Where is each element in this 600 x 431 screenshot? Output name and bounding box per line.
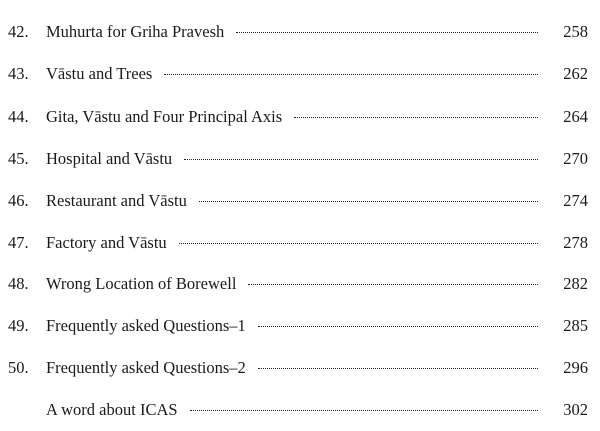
entry-page-number: 282 <box>563 274 588 293</box>
dot-leader <box>199 201 538 202</box>
entry-number: 48. <box>8 274 29 293</box>
entry-body <box>46 20 600 44</box>
dot-leader <box>179 243 538 244</box>
dot-leader <box>164 74 538 75</box>
entry-page-number: 274 <box>563 191 588 210</box>
entry-title: Factory and Vāstu <box>46 233 167 252</box>
toc-entry[interactable] <box>0 62 600 86</box>
toc-entry[interactable] <box>0 314 600 338</box>
entry-number: 45. <box>8 149 29 168</box>
dot-leader <box>294 117 538 118</box>
toc-entry[interactable] <box>0 189 600 213</box>
toc-entry[interactable] <box>0 105 600 129</box>
entry-title: A word about ICAS <box>46 400 178 419</box>
entry-page-number: 270 <box>563 149 588 168</box>
entry-page-number: 302 <box>563 400 588 419</box>
toc-entry[interactable] <box>0 231 600 255</box>
toc-entry[interactable] <box>0 272 600 296</box>
toc-entry[interactable] <box>0 356 600 380</box>
entry-number: 43. <box>8 64 29 83</box>
toc-entry[interactable] <box>0 398 600 422</box>
entry-title: Frequently asked Questions–1 <box>46 316 246 335</box>
entry-body <box>46 314 600 338</box>
entry-body <box>46 147 600 171</box>
entry-body <box>46 62 600 86</box>
dot-leader <box>190 410 538 411</box>
entry-body <box>46 105 600 129</box>
entry-page-number: 258 <box>563 22 588 41</box>
entry-title: Muhurta for Griha Pravesh <box>46 22 225 41</box>
dot-leader <box>248 284 538 285</box>
toc-entry[interactable] <box>0 147 600 171</box>
entry-body <box>46 272 600 296</box>
entry-page-number: 296 <box>563 358 588 377</box>
entry-page-number: 285 <box>563 316 588 335</box>
dot-leader <box>236 32 538 33</box>
dot-leader <box>258 326 538 327</box>
entry-number: 42. <box>8 22 29 41</box>
dot-leader <box>258 368 538 369</box>
dot-leader <box>184 159 538 160</box>
entry-title: Vāstu and Trees <box>46 64 153 83</box>
entry-number: 49. <box>8 316 29 335</box>
entry-page-number: 264 <box>563 107 588 126</box>
entry-title: Wrong Location of Borewell <box>46 274 237 293</box>
entry-title: Frequently asked Questions–2 <box>46 358 246 377</box>
toc-entry[interactable] <box>0 20 600 44</box>
entry-title: Restaurant and Vāstu <box>46 191 187 210</box>
entry-body <box>46 398 600 422</box>
entry-body <box>46 189 600 213</box>
entry-number: 47. <box>8 233 29 252</box>
entry-number: 50. <box>8 358 29 377</box>
entry-page-number: 278 <box>563 233 588 252</box>
entry-title: Hospital and Vāstu <box>46 149 173 168</box>
entry-body <box>46 231 600 255</box>
entry-number: 44. <box>8 107 29 126</box>
entry-number: 46. <box>8 191 29 210</box>
entry-page-number: 262 <box>563 64 588 83</box>
entry-body <box>46 356 600 380</box>
entry-title: Gita, Vāstu and Four Principal Axis <box>46 107 283 126</box>
